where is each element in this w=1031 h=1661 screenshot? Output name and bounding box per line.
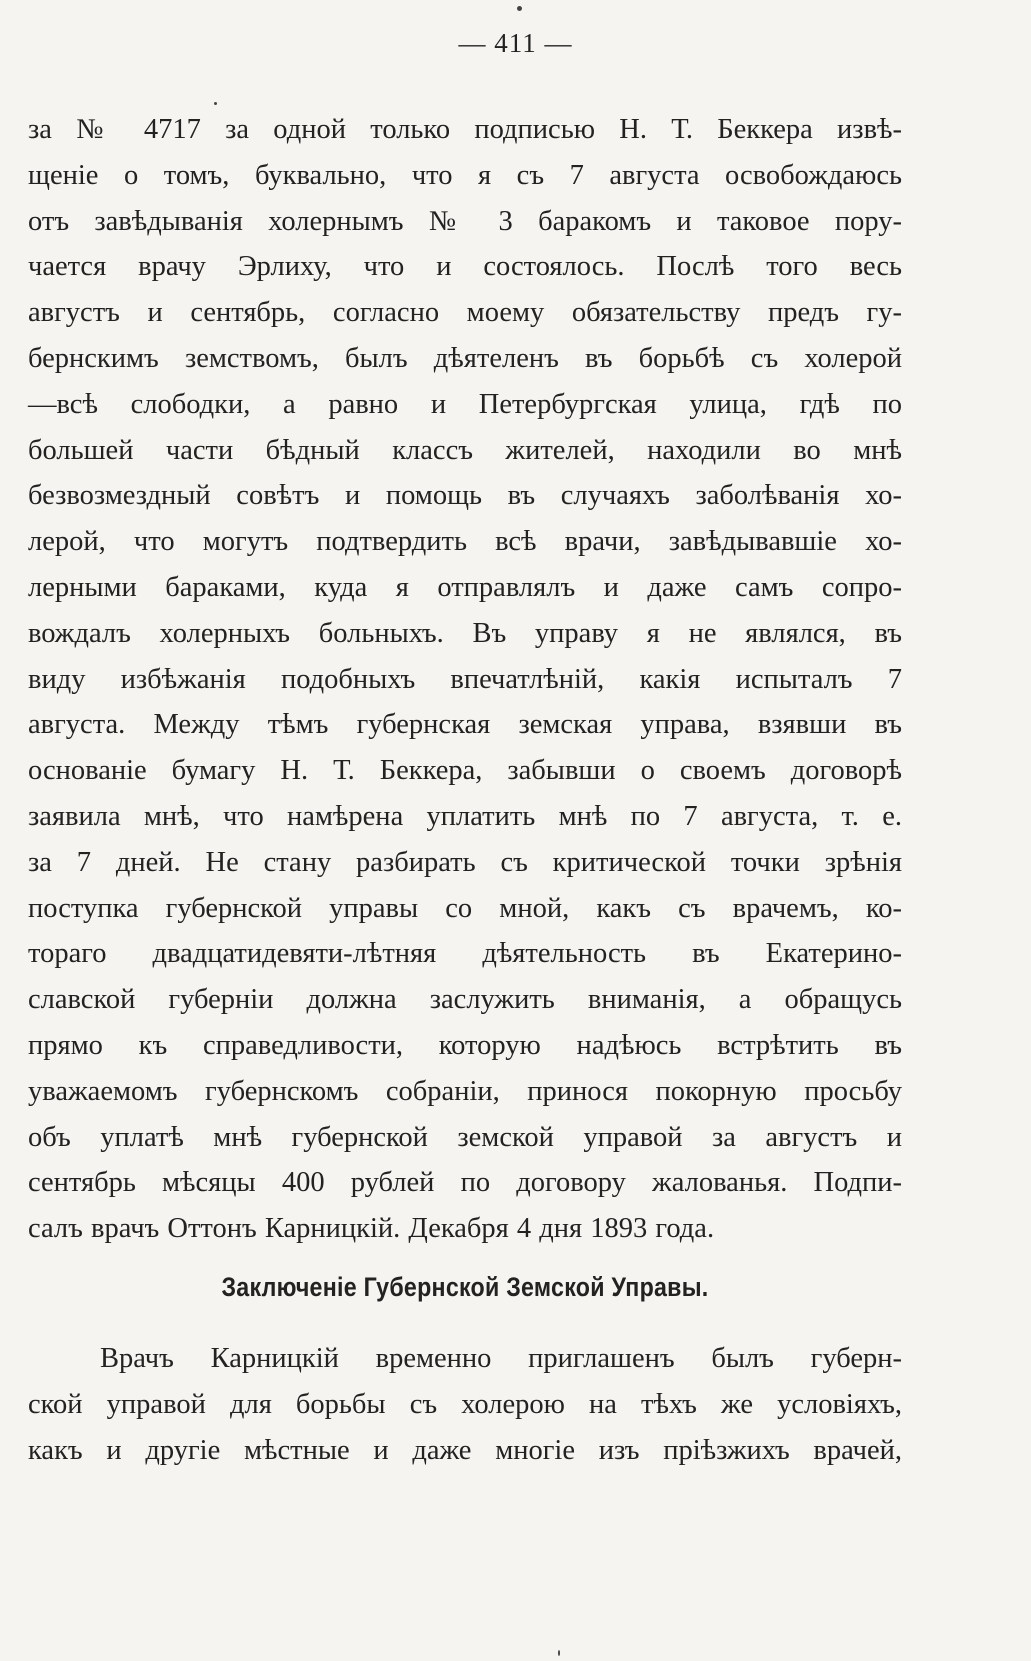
- text-line: заявила мнѣ, что намѣрена уплатить мнѣ по 7 августа, т. е.: [28, 800, 902, 832]
- text-line: за 7 дней. Не стану разбирать съ критической точки зрѣнія: [28, 846, 902, 878]
- section-heading: Заключеніе Губернской Земской Управы.: [221, 1272, 709, 1302]
- text-line: уважаемомъ губернскомъ собраніи, принося покорную просьбу: [28, 1075, 902, 1107]
- text-line: отъ завѣдыванія холернымъ № 3 баракомъ и таковое пору-: [28, 205, 902, 237]
- text-line: ской управой для борьбы съ холерою на тѣхъ же условіяхъ,: [28, 1388, 902, 1420]
- page-number: — 411 —: [458, 28, 573, 58]
- body-text: [28, 107, 902, 1252]
- text-line: лерой, что могутъ подтвердить всѣ врачи, завѣдывавшіе хо-: [28, 526, 902, 558]
- text-line: августъ и сентябрь, согласно моему обязательству предъ гу-: [28, 297, 902, 329]
- text-line: за № 4717 за одной только подписью Н. Т. Беккера извѣ-: [28, 114, 902, 145]
- text-line: —всѣ слободки, а равно и Петербургская улица, гдѣ по: [28, 388, 902, 420]
- text-line: Врачъ Карницкій временно приглашенъ былъ губерн-: [100, 1343, 902, 1374]
- section-text: [28, 1336, 902, 1473]
- text-line: славской губерніи должна заслужить вниманія, а обращусь: [28, 984, 902, 1016]
- text-line: тораго двадцатидевяти-лѣтняя дѣятельность въ Екатерино-: [28, 938, 902, 970]
- text-line: какъ и другіе мѣстные и даже многіе изъ пріѣзжихъ врачей,: [28, 1434, 902, 1466]
- text-line: прямо къ справедливости, которую надѣюсь встрѣтить въ: [28, 1029, 902, 1061]
- text-line: основаніе бумагу Н. Т. Беккера, забывши о своемъ договорѣ: [28, 755, 902, 787]
- text-line: большей части бѣдный классъ жителей, находили во мнѣ: [28, 434, 902, 466]
- text-line: чается врачу Эрлиху, что и состоялось. Послѣ того весь: [28, 251, 902, 283]
- text-line: поступка губернской управы со мной, какъ съ врачемъ, ко-: [28, 892, 902, 924]
- print-speck: [214, 102, 217, 105]
- print-speck: [517, 6, 522, 11]
- text-line: щеніе о томъ, буквально, что я съ 7 августа освобождаюсь: [28, 159, 902, 191]
- text-line: лерными бараками, куда я отправлялъ и даже самъ сопро-: [28, 571, 902, 603]
- print-speck: [558, 1650, 560, 1656]
- text-line: августа. Между тѣмъ губернская земская управа, взявши въ: [28, 709, 902, 741]
- text-line: виду избѣжанія подобныхъ впечатлѣній, какія испыталъ 7: [28, 663, 902, 695]
- text-line: бернскимъ земствомъ, былъ дѣятеленъ въ борьбѣ съ холерой: [28, 342, 902, 374]
- text-line: сентябрь мѣсяцы 400 рублей по договору жалованья. Подпи-: [28, 1167, 902, 1199]
- text-line: безвозмездный совѣтъ и помощь въ случаяхъ заболѣванія хо-: [28, 480, 902, 512]
- text-line: салъ врачъ Оттонъ Карницкій. Декабря 4 дня 1893 года.: [28, 1213, 715, 1245]
- text-line: вождалъ холерныхъ больныхъ. Въ управу я не являлся, въ: [28, 617, 902, 649]
- text-line: объ уплатѣ мнѣ губернской земской управой за августъ и: [28, 1121, 902, 1153]
